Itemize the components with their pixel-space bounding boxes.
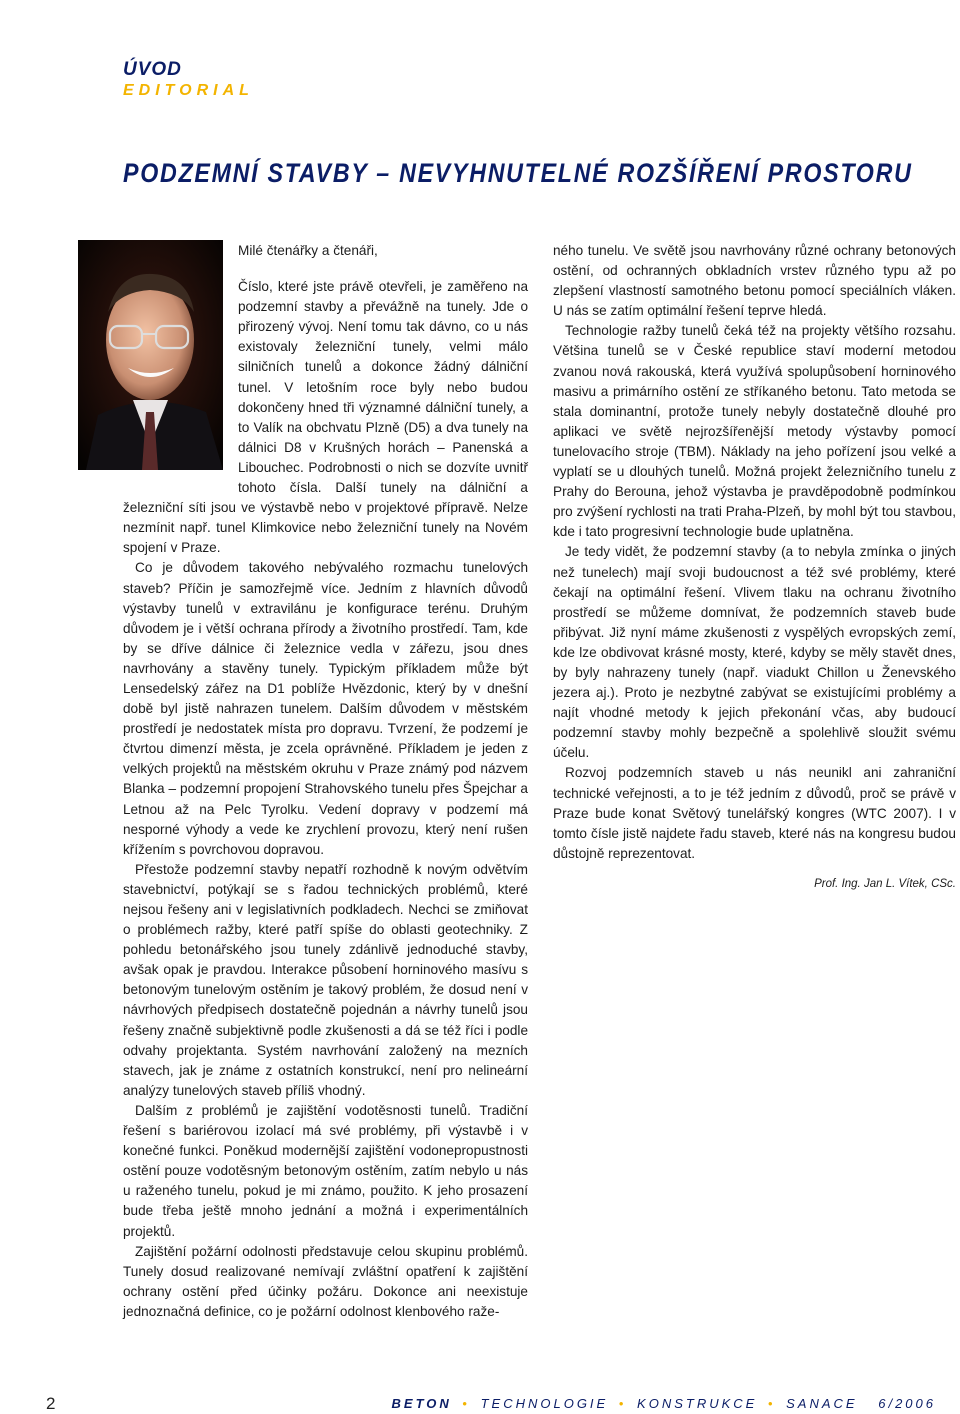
journal-section: TECHNOLOGIE xyxy=(480,1396,609,1411)
issue-number: 6/2006 xyxy=(878,1396,936,1411)
journal-section: KONSTRUKCE xyxy=(637,1396,758,1411)
paragraph: ného tunelu. Ve světě jsou navrhovány různé ochrany betonových ostění, od ochranných obkladních vrstev různého typu až po zlepšení vlastností samotného betonu pomocí speciálních vláken. U nás se zatím optimální řešení teprve hledá. xyxy=(553,243,956,319)
section-label: ÚVOD xyxy=(123,59,182,80)
paragraph: Rozvoj podzemních staveb u nás neunikl ani zahraniční technické veřejnosti, a to je též jedním z důvodů, proč se právě v Praze bude konat Světový tunelářský kongres (WTC 2007). I v tomto čísle jistě najdete řadu staveb, které nás na kongresu budou důstojně reprezentovat. xyxy=(553,765,956,861)
journal-section: SANACE xyxy=(786,1396,858,1411)
paragraph: Je tedy vidět, že podzemní stavby (a to nebyla zmínka o jiných než tunelech) mají svoji budoucnost a též své problémy, které čekají na optimální řešení. Vlivem tlaku na ochranu životního prostředí se můžeme domnívat, že podzemních staveb bude přibývat. Již nyní máme zkušenosti z vyspělých evropských zemí, kde lze obdivovat krásné mosty, které, kdyby se měly stavět dnes, by byly nahrazeny tunely (např. viadukt Chillon u Ženevského jezera aj.). Proto je nezbytné zabývat se existujícími problémy a najít vhodné metody k jejich překonání včas, aby budoucí podzemní stavby mohly bezpečně a spolehlivě sloužit svému účelu. xyxy=(553,544,956,761)
photo-wrap-spacer xyxy=(123,241,238,496)
bullet-separator: • xyxy=(462,1396,470,1411)
column-left xyxy=(123,241,528,1322)
bullet-separator: • xyxy=(767,1396,776,1411)
paragraph: Přestože podzemní stavby nepatří rozhodně k novým odvětvím stavebnictví, potýkají se s řadou technických problémů, které nejsou řešeny ani v legislativních podkladech. Nechci se zmiňovat o problémech ražby, které patří spíše do oblasti geotechniky. Z pohledu betonářského jsou tunely zdánlivě jednoduché stavby, avšak opak je pravdou. Interakce působení horninového masívu s betonovým tunelovým ostěním je takový problém, že dosud není v návrhových předpisech dostatečně pojednán a návrhy tunelů jsou řešeny značně subjektivně podle zkušenosti a dá se též říci i podle odvahy projektanta. Systém navrhování založený na mezních stavech, jak je známe z ostatních konstrukcí, není pro nelineární analýzy tunelových staveb příliš vhodný. xyxy=(123,861,528,1098)
paragraph: Co je důvodem takového nebývalého rozmachu tunelových staveb? Příčin je samozřejmě více. Jedním z hlavních důvodů výstavby tunelů v extravilánu je konfigurace terénu. Druhým důvodem je i větší ochrana přírody a životního prostředí. Tam, kde by se dříve dálnice či železnice vedla v zářezu, jsou dnes navrhovány a stavěny tunely. Typickým příkladem může být Lensedelský zářez na D1 poblíže Hvězdonic, který by v dnešní době byl jistě nahrazen tunelem. Dalším důvodem v městském prostředí je nedostatek místa pro dopravu. Tvrzení, že podzemí je čtvrtou dimenzí města, je zcela oprávněné. Příkladem je jeden z velkých projektů na městském okruhu v Praze známý pod názvem Blanka – podzemní propojení Strahovského tunelu přes Špejchar a Letnou až na Pelc Tyrolku. Vedení dopravy v podzemí má nesporné výhody a vede ke zrychlení provozu, který není rušen křížením s povrchovou dopravou. xyxy=(123,560,528,857)
column-right xyxy=(553,241,956,894)
section-header xyxy=(123,60,254,99)
journal-name: BETON xyxy=(391,1396,452,1411)
greeting: Milé čtenářky a čtenáři, xyxy=(238,243,378,258)
journal-footer xyxy=(392,1396,936,1411)
paragraph: Technologie ražby tunelů čeká též na projekty většího rozsahu. Většina tunelů se v České republice staví moderní metodou zvanou nová rakouská, která využívá spolupůsobení horninového masivu a primárního ostění ze stříkaného betonu. Tato metoda se stala dominantní, protože tunely nebyly dostatečně dlouhé pro aplikaci ve světě nejrozšířenější metody výstavby pomocí tunelovacího stroje (TBM). Náklady na jeho pořízení jsou velké a vyplatí se u dlouhých tunelů. Možná projekt železničního tunelu z Prahy do Berouna, jehož výstavba je pravděpodobně podmínkou pro zvýšení rychlosti na trati Praha-Plzeň, by mohl být tou stavbou, kde i tato progresivní technologie bude uplatněna. xyxy=(553,323,956,540)
paragraph: Dalším z problémů je zajištění vodotěsnosti tunelů. Tradiční řešení s bariérovou izolací má své problémy, při výstavbě i v konečné funkci. Poněkud modernější zajištění vodonepropustnosti ostění pouze vodotěsným betonovým ostěním, zatím nebylo u nás u raženého tunelu, pokud je mi známo, použito. K jeho prosazení bude třeba ještě mnoho jednání a možná i experimentálních projektů. xyxy=(123,1102,528,1239)
article-title: PODZEMNÍ STAVBY – NEVYHNUTELNÉ ROZŠÍŘENÍ PROSTORU xyxy=(123,158,913,188)
author-signature: Prof. Ing. Jan L. Vítek, CSc. xyxy=(814,877,956,890)
bullet-separator: • xyxy=(618,1396,627,1411)
page-number: 2 xyxy=(46,1394,56,1413)
paragraph: Zajištění požární odolnosti představuje celou skupinu problémů. Tunely dosud realizované nemívají zvláštní opatření k zajištění ochrany ostění před účinky požáru. Dokonce ani neexistuje jednoznačná definice, co je požární odolnost klenbového raže- xyxy=(123,1243,528,1319)
paragraph: Číslo, které jste právě otevřeli, je zaměřeno na podzemní stavby a převážně na tunely. Jde o přirozený vývoj. Není tomu tak dávno, co u nás existovaly železniční tunely, velmi málo silničních tunelů a dokonce žádný dálniční tunel. V letošním roce byly nebo budou dokončeny hned tři významné dálniční tunely, a to Valík na obchvatu Plzně (D5) a dva tunely na dálnici D8 v Krušných horách – Panenská a Libouchec. Podrobnosti o nich se dozvíte uvnitř tohoto čísla. Další tunely na dálniční a železniční síti jsou ve výstavbě nebo v projektové přípravě. Nelze nezmínit např. tunel Klimkovice nebo železniční tunely na Novém spojení v Praze. xyxy=(123,279,528,556)
section-label-english: EDITORIAL xyxy=(123,82,254,99)
